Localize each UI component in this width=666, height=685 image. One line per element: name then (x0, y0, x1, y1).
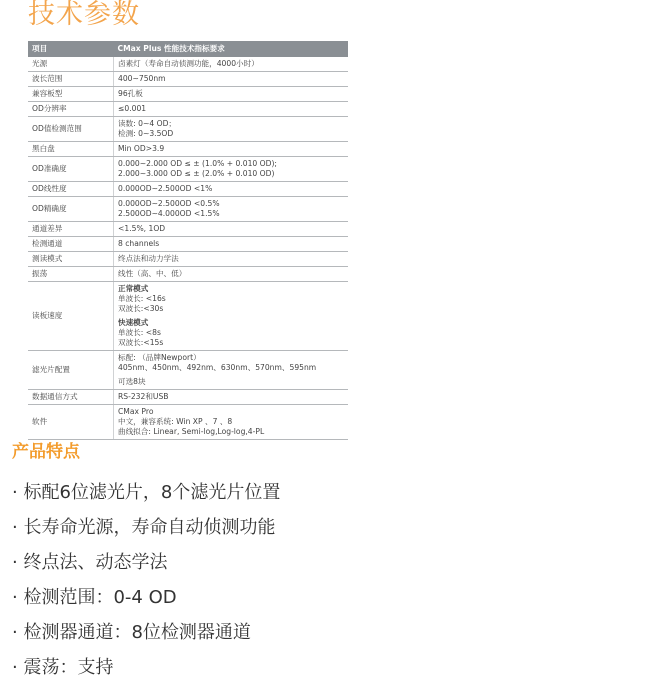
value-line: 0.000OD~2.500OD <0.5% (118, 199, 220, 208)
feature-item: · 检测器通道：8位检测器通道 (12, 622, 251, 643)
row-label: OD准确度 (28, 157, 114, 182)
row-label: 滤光片配置 (28, 351, 114, 390)
row-label: 读板速度 (28, 282, 114, 351)
row-value (114, 252, 349, 267)
table-row (28, 282, 348, 351)
row-label: 兼容板型 (28, 87, 114, 102)
table-row (28, 222, 348, 237)
value-line: 0.000~2.000 OD ≤ ± (1.0% + 0.010 OD); (118, 159, 277, 168)
table-row (28, 57, 348, 72)
value-line: 双波长:<15s (118, 338, 164, 347)
value-line: 快速模式 (118, 318, 149, 327)
value-line: ≤0.001 (118, 104, 147, 113)
header-spec: CMax Plus 性能技术指标要求 (114, 41, 349, 57)
features-title: 产品特点 (12, 442, 80, 462)
spec-table-header (28, 41, 348, 57)
row-value (114, 142, 349, 157)
value-line: RS-232和USB (118, 392, 169, 401)
feature-item: · 终点法、动态学法 (12, 552, 168, 573)
value-line: 终点法和动力学法 (118, 254, 179, 263)
value-line: 2.500OD~4.000OD <1.5% (118, 209, 220, 218)
table-row (28, 142, 348, 157)
feature-item: · 长寿命光源，寿命自动侦测功能 (12, 517, 276, 538)
value-line: 8 channels (118, 239, 160, 248)
row-label: OD值检测范围 (28, 117, 114, 142)
value-line: 400~750nm (118, 74, 166, 83)
value-line: 单波长: <16s (118, 294, 166, 303)
table-row (28, 87, 348, 102)
row-label: 数据通信方式 (28, 390, 114, 405)
value-line: 405nm、450nm、492nm、630nm、570nm、595nm (118, 363, 317, 372)
table-row (28, 197, 348, 222)
value-line: CMax Pro (118, 407, 154, 416)
value-line: 96孔板 (118, 89, 143, 98)
table-row (28, 351, 348, 390)
row-label: 光源 (28, 57, 114, 72)
row-label: 黑白盘 (28, 142, 114, 157)
table-row (28, 390, 348, 405)
row-value (114, 102, 349, 117)
feature-item: · 震荡：支持 (12, 657, 114, 678)
table-row (28, 157, 348, 182)
table-row (28, 237, 348, 252)
row-value (114, 351, 349, 390)
row-value (114, 237, 349, 252)
row-value (114, 405, 349, 440)
row-value (114, 267, 349, 282)
value-line: 中文，兼容系统: Win XP 、7 、8 (118, 417, 233, 426)
spec-table-body (28, 57, 348, 440)
value-line: 标配: （品牌Newport） (118, 353, 201, 362)
value-line: 线性（高、中、低） (118, 269, 187, 278)
value-line: 0.000OD~2.500OD <1% (118, 184, 213, 193)
table-row (28, 252, 348, 267)
value-line: 正常模式 (118, 284, 149, 293)
table-row (28, 72, 348, 87)
value-line: Min OD>3.9 (118, 144, 165, 153)
table-row (28, 102, 348, 117)
row-value (114, 197, 349, 222)
row-value (114, 390, 349, 405)
value-line: 读数: 0~4 OD； (118, 119, 177, 128)
row-label: 波长范围 (28, 72, 114, 87)
value-line: 单波长: <8s (118, 328, 161, 337)
page-title: 技术参数 (28, 0, 140, 30)
value-line: 曲线拟合: Linear, Semi-log,Log-log,4-PL (118, 427, 265, 436)
header-item: 项目 (28, 41, 114, 57)
row-value (114, 282, 349, 351)
row-label: OD线性度 (28, 182, 114, 197)
row-label: OD分辨率 (28, 102, 114, 117)
value-line: 检测: 0~3.5OD (118, 129, 174, 138)
value-line: 2.000~3.000 OD ≤ ± (2.0% + 0.010 OD) (118, 169, 275, 178)
row-label: 软件 (28, 405, 114, 440)
title-wrap (28, 0, 140, 34)
features-list (12, 475, 280, 685)
table-row (28, 267, 348, 282)
value-line: 可选8块 (118, 377, 146, 386)
row-value (114, 157, 349, 182)
row-label: OD精确度 (28, 197, 114, 222)
row-value (114, 87, 349, 102)
feature-item: · 检测范围：0-4 OD (12, 587, 177, 608)
value-line: 双波长:<30s (118, 304, 164, 313)
row-label: 通道差异 (28, 222, 114, 237)
value-line: 卤素灯（寿命自动侦测功能，4000小时） (118, 59, 259, 68)
row-label: 检测通道 (28, 237, 114, 252)
row-value (114, 72, 349, 87)
table-row (28, 117, 348, 142)
row-label: 测读模式 (28, 252, 114, 267)
row-value (114, 222, 349, 237)
spec-table (28, 41, 348, 440)
row-label: 振荡 (28, 267, 114, 282)
row-value (114, 117, 349, 142)
table-row (28, 182, 348, 197)
feature-item: · 标配6位滤光片，8个滤光片位置 (12, 482, 281, 503)
value-line: <1.5%, 1OD (118, 224, 166, 233)
row-value (114, 57, 349, 72)
row-value (114, 182, 349, 197)
table-row (28, 405, 348, 440)
